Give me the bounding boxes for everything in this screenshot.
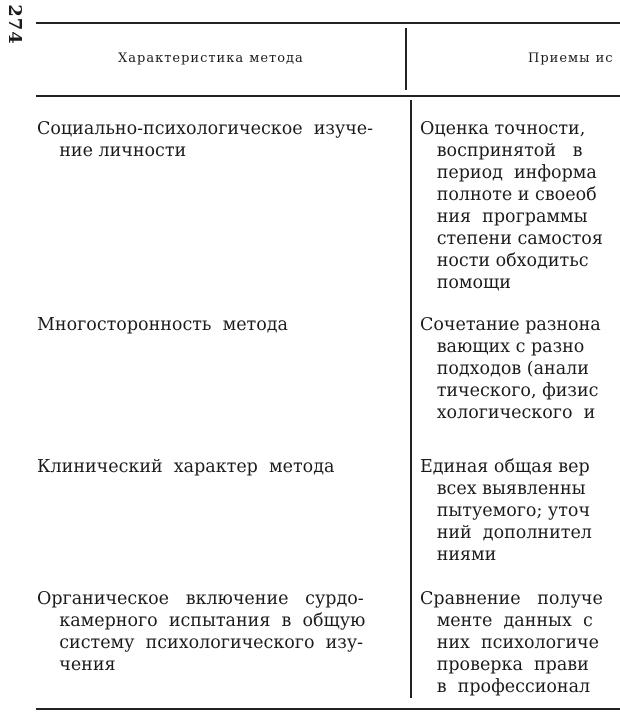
table-row-1-technique: Оценка точности, воспринятой в период информа полноте и своеоб ния программы степени самостоя ности обходитьс помощи [420,119,603,293]
table-row-1-characteristic: Социально-психологическое изуче- ние личности [37,119,374,161]
table-row-3-characteristic: Клинический характер метода [37,457,335,477]
table-top-rule [36,22,620,24]
table-row-4-technique: Сравнение получе менте данных с них психологиче проверка прави в профессионал [420,589,603,697]
header-col-techniques: Приемы ис [528,51,614,66]
page-number: 274 [3,4,25,45]
table-bottom-rule [36,708,620,710]
body-column-divider [410,100,412,698]
header-col-characteristic: Характеристика метода [118,51,304,66]
table-row-2-technique: Сочетание разнона вающих с разно подходов (анали тического, физис хологического и [420,315,601,423]
header-column-divider [405,28,407,90]
table-row-3-technique: Единая общая вер всех выявленны пытуемого; уточ ний дополнител ниями [420,457,592,565]
table-row-2-characteristic: Многосторонность метода [37,315,288,335]
header-bottom-rule [36,95,620,97]
table-row-4-characteristic: Органическое включение сурдо- камерного испытания в общую систему психологического изу- чения [37,589,366,675]
